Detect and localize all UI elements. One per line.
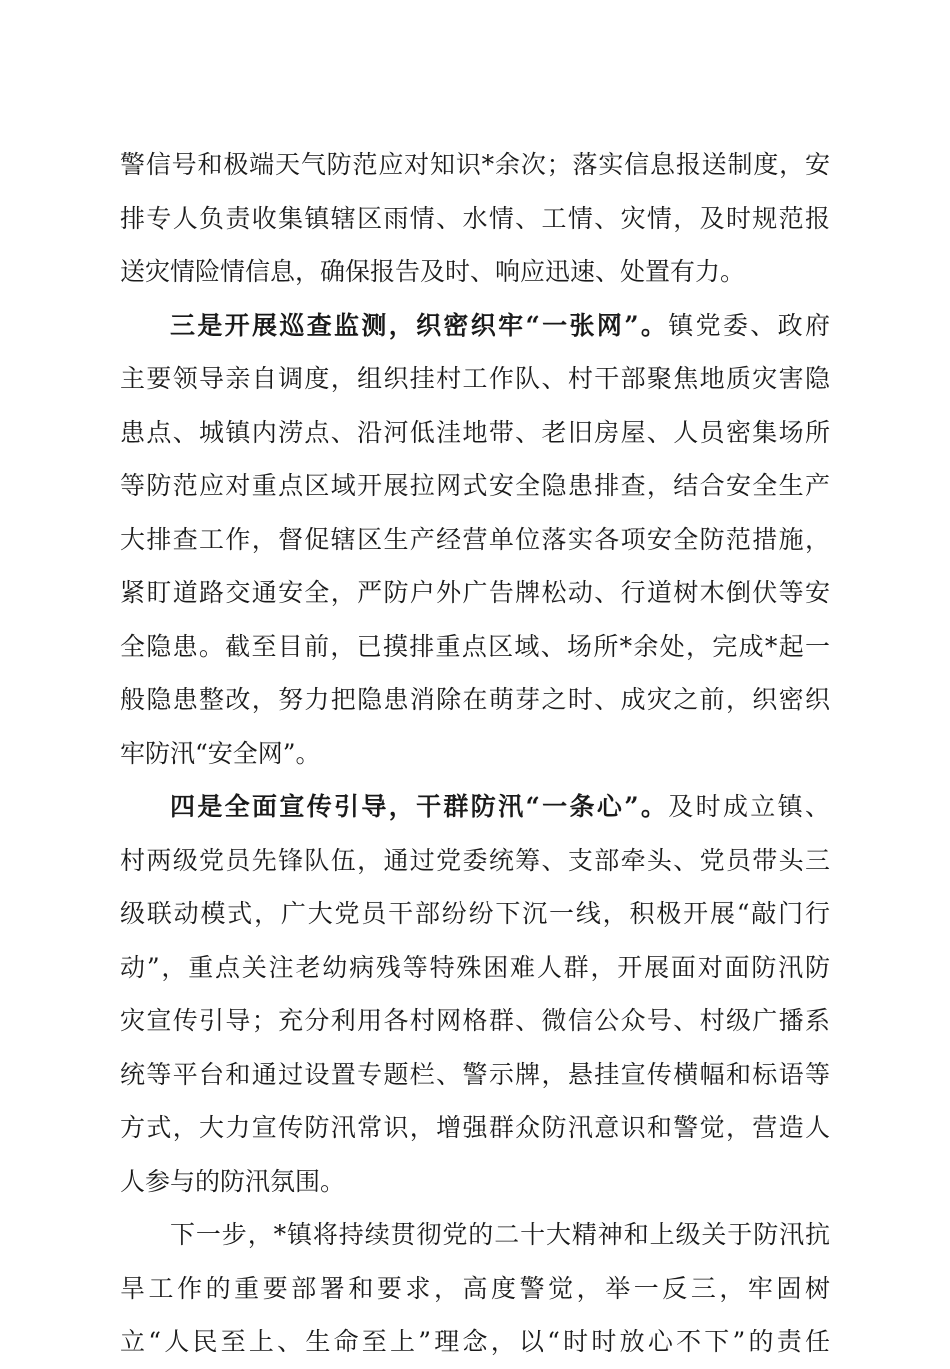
text-line: 警信号和极端天气防范应对知识*余次；落实信息报送制度，安 — [120, 150, 830, 179]
text-line: 排专人负责收集镇辖区雨情、水情、工情、灾情，及时规范报 — [120, 203, 830, 233]
text-line: 大排查工作，督促辖区生产经营单位落实各项安全防范措施， — [120, 524, 830, 554]
text-line: 村两级党员先锋队伍，通过党委统筹、支部牵头、党员带头三 — [120, 845, 830, 875]
text-line: 般隐患整改，努力把隐患消除在萌芽之时、成灾之前，织密织 — [120, 685, 830, 714]
text-line: 牢防汛“安全网”。 — [120, 738, 321, 768]
text-line: 等防范应对重点区域开展拉网式安全隐患排查，结合安全生产 — [120, 471, 830, 500]
text-line: 下一步，*镇将持续贯彻党的二十大精神和上级关于防汛抗 — [170, 1220, 830, 1249]
paragraph-heading-line — [120, 780, 830, 834]
text-line: 灾宣传引导；充分利用各村网格群、微信公众号、村级广播系 — [120, 1006, 830, 1035]
text-line: 患点、城镇内涝点、沿河低洼地带、老旧房屋、人员密集场所 — [120, 417, 830, 447]
text-span: 及时成立镇、 — [668, 792, 830, 821]
text-line: 统等平台和通过设置专题栏、警示牌，悬挂宣传横幅和标语等 — [120, 1059, 830, 1089]
text-line: 全隐患。截至目前，已摸排重点区域、场所*余处，完成*起一 — [120, 631, 830, 661]
text-line: 立“人民至上、生命至上”理念，以“时时放心不下”的责任 — [120, 1327, 830, 1356]
paragraph-heading: 四是全面宣传引导，干群防汛“一条心”。 — [170, 792, 669, 821]
text-line: 方式，大力宣传防汛常识，增强群众防汛意识和警觉，营造人 — [120, 1113, 830, 1142]
text-span: 镇党委、政府 — [668, 310, 830, 340]
text-line: 紧盯道路交通安全，严防户外广告牌松动、行道树木倒伏等安 — [120, 578, 830, 607]
paragraph-heading-line — [120, 299, 830, 353]
text-line: 动”，重点关注老幼病残等特殊困难人群，开展面对面防汛防 — [120, 952, 830, 982]
text-line: 级联动模式，广大党员干部纷纷下沉一线，积极开展“敲门行 — [120, 899, 830, 928]
text-line: 送灾情险情信息，确保报告及时、响应迅速、处置有力。 — [120, 257, 746, 286]
paragraph-heading: 三是开展巡查监测，织密织牢“一张网”。 — [170, 310, 669, 340]
text-line: 人参与的防汛氛围。 — [120, 1166, 346, 1196]
document-body — [120, 138, 830, 1369]
text-line: 主要领导亲自调度，组织挂村工作队、村干部聚焦地质灾害隐 — [120, 364, 830, 393]
text-line: 旱工作的重要部署和要求，高度警觉，举一反三，牢固树 — [120, 1273, 830, 1303]
